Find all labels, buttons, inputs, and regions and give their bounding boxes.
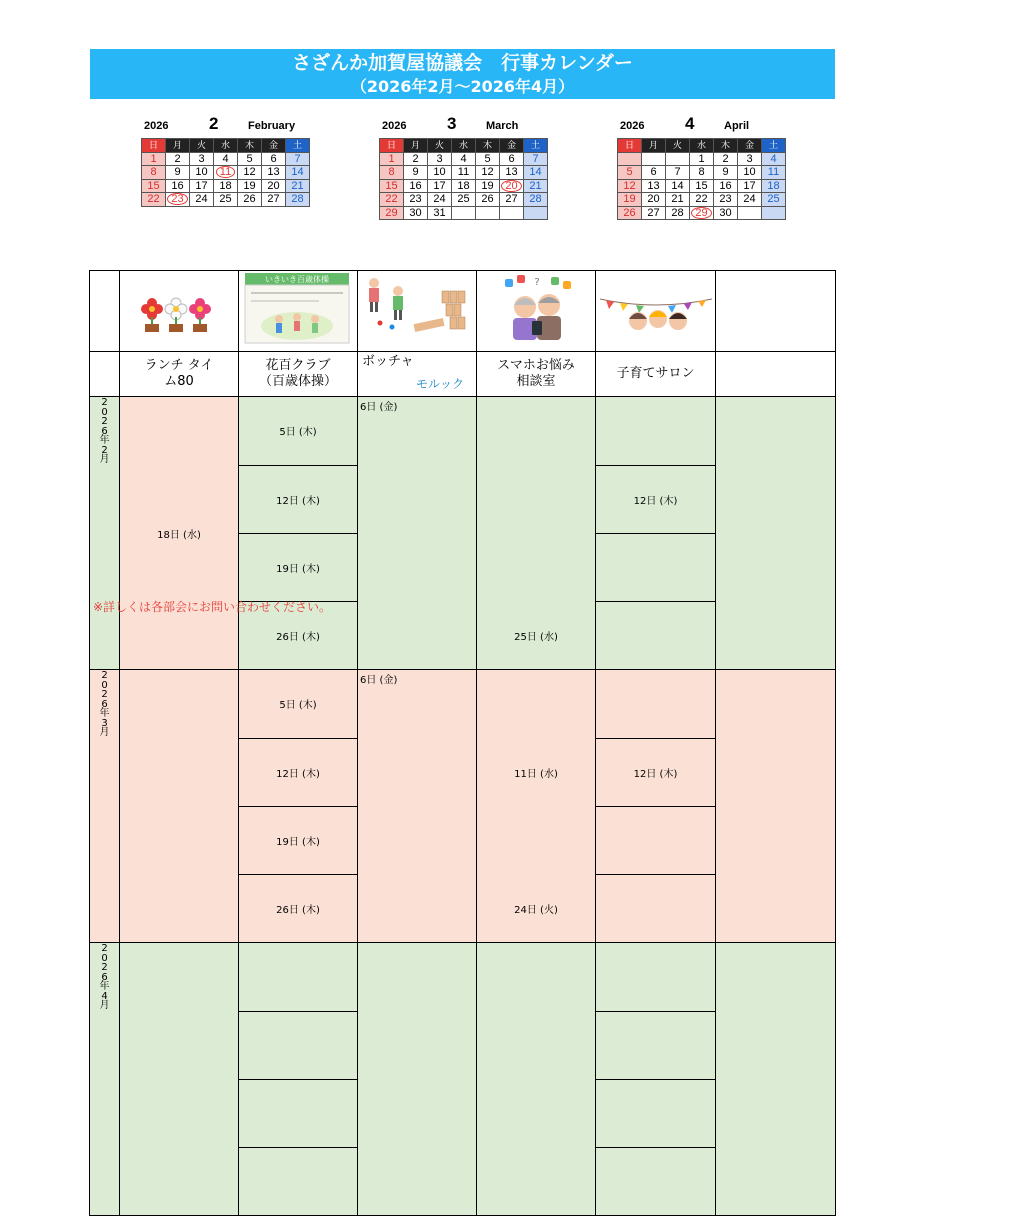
schedule-table: [89, 270, 836, 1216]
date-entry: 5日 (木): [239, 670, 357, 738]
activity-label: スマホお悩み 相談室: [497, 358, 575, 389]
calendar-day: 2: [404, 152, 428, 166]
feb-hyakusai-cell: [239, 397, 358, 670]
calendar-april: [616, 114, 786, 220]
calendar-day: 20: [262, 179, 286, 193]
apr-empty-cell: [716, 943, 836, 1216]
weekday-header: 火: [428, 139, 452, 153]
date-entry: 19日 (木): [239, 806, 357, 874]
calendar-day: 30: [404, 206, 428, 220]
boccia-players-icon: [358, 271, 477, 347]
date-entry: 19日 (木): [239, 533, 357, 601]
calendar-day: 8: [690, 166, 714, 180]
calendar-day: 9: [166, 166, 190, 180]
calendar-year: 2026: [144, 120, 169, 132]
calendar-month-name: April: [724, 120, 750, 132]
activity-lunch: [120, 352, 239, 397]
calendar-month: 3: [447, 114, 457, 133]
activity-label: 子育てサロン: [616, 366, 695, 381]
weekday-header: 金: [262, 139, 286, 153]
weekday-header: 月: [404, 139, 428, 153]
weekday-header: 火: [666, 139, 690, 153]
calendar-day: 13: [262, 166, 286, 180]
calendar-day: 17: [190, 179, 214, 193]
calendar-day: 15: [690, 179, 714, 193]
calendar-day: 26: [476, 193, 500, 207]
hyakusai-image-cell: [239, 271, 358, 352]
date-entry: 24日 (火): [514, 904, 558, 916]
calendar-day: 27: [262, 193, 286, 207]
activity-salon: [596, 352, 716, 397]
weekday-header: 木: [476, 139, 500, 153]
calendar-day: 10: [428, 166, 452, 180]
calendar-month: 4: [685, 114, 695, 133]
calendar-day: 29: [690, 206, 714, 220]
empty-image-cell: [716, 271, 836, 352]
date-entry: 25日 (水): [514, 631, 558, 643]
calendar-day: 12: [618, 179, 642, 193]
weekday-header: 木: [714, 139, 738, 153]
children-bunting-icon: [596, 271, 716, 347]
calendar-day: 21: [524, 179, 548, 193]
calendar-day: 17: [738, 179, 762, 193]
calendar-day: [500, 206, 524, 220]
feb-empty-cell: [716, 397, 836, 670]
calendar-day: 1: [142, 152, 166, 166]
calendar-day: 19: [618, 193, 642, 207]
weekday-header: 水: [690, 139, 714, 153]
calendar-day: 12: [238, 166, 262, 180]
calendar-day: 28: [286, 193, 310, 207]
calendar-day: 22: [142, 193, 166, 207]
calendar-day: 22: [690, 193, 714, 207]
calendar-day: 13: [642, 179, 666, 193]
calendar-day: 11: [214, 166, 238, 180]
mar-hyakusai-cell: [239, 670, 358, 943]
weekday-header: 金: [738, 139, 762, 153]
salon-image-cell: [596, 271, 716, 352]
seniors-smartphone-icon: [477, 271, 596, 347]
weekday-header: 火: [190, 139, 214, 153]
calendar-day: 10: [190, 166, 214, 180]
calendar-day: 4: [452, 152, 476, 166]
weekday-header: 水: [214, 139, 238, 153]
calendar-day: 27: [500, 193, 524, 207]
calendar-day: 1: [690, 152, 714, 166]
activity-label: ランチ タイム80: [144, 358, 214, 389]
mar-smartphone-cell: [477, 670, 596, 943]
mar-salon-cell: [596, 670, 716, 943]
calendar-day: 7: [666, 166, 690, 180]
calendar-day: 18: [452, 179, 476, 193]
calendar-day: 28: [666, 206, 690, 220]
apr-salon-cell: [596, 943, 716, 1216]
calendar-day: 15: [142, 179, 166, 193]
calendar-day: 14: [286, 166, 310, 180]
calendar-day: 8: [142, 166, 166, 180]
activity-label-molkky: モルック: [415, 377, 464, 391]
apr-hyakusai-cell: [239, 943, 358, 1216]
weekday-header: 土: [762, 139, 786, 153]
activity-label: ボッチャ: [362, 354, 414, 369]
mar-lunch-cell: [120, 670, 239, 943]
date-entry: 11日 (水): [514, 768, 558, 780]
calendar-day: 14: [524, 166, 548, 180]
calendar-day: [762, 206, 786, 220]
activity-label: 花百クラブ （百歳体操）: [258, 358, 337, 389]
feb-lunch-cell: 18日 (水): [120, 397, 239, 670]
calendar-day: 18: [214, 179, 238, 193]
calendar-day: 9: [714, 166, 738, 180]
weekday-header: 土: [524, 139, 548, 153]
calendar-month-name: February: [248, 120, 296, 132]
calendar-february: [140, 114, 310, 207]
calendar-day: [642, 152, 666, 166]
boccia-image-cell: [358, 271, 477, 352]
date-entry: 12日 (木): [596, 465, 715, 533]
calendar-day: 16: [714, 179, 738, 193]
activity-boccia: [358, 352, 477, 397]
exercise-poster-icon: [239, 271, 358, 347]
calendar-day: 2: [166, 152, 190, 166]
corner-cell: [90, 352, 120, 397]
calendar-day: 22: [380, 193, 404, 207]
apr-lunch-cell: [120, 943, 239, 1216]
calendar-grid: [379, 138, 548, 220]
calendar-day: 16: [404, 179, 428, 193]
calendar-day: 5: [476, 152, 500, 166]
calendar-day: 24: [428, 193, 452, 207]
calendar-day: 15: [380, 179, 404, 193]
mar-empty-cell: [716, 670, 836, 943]
calendar-day: 3: [738, 152, 762, 166]
footer-note: ※詳しくは各部会にお問い合わせください。: [93, 600, 332, 614]
calendar-day: 6: [262, 152, 286, 166]
activity-hyakusai: [239, 352, 358, 397]
page-title: さざんか加賀屋協議会 行事カレンダー: [292, 52, 633, 74]
calendar-day: 19: [238, 179, 262, 193]
month-label-feb: 2 0 2 6 年 2 月: [90, 397, 120, 670]
calendar-day: 25: [452, 193, 476, 207]
calendar-day: [666, 152, 690, 166]
date-entry: 26日 (木): [276, 631, 320, 643]
page-subtitle: （2026年2月～2026年4月）: [350, 77, 575, 96]
calendar-day: 12: [476, 166, 500, 180]
date-entry: 26日 (木): [276, 904, 320, 916]
calendar-day: 4: [762, 152, 786, 166]
mar-boccia-cell: 6日 (金): [358, 670, 477, 943]
flowers-icon: [120, 271, 239, 347]
feb-smartphone-cell: [477, 397, 596, 670]
calendar-day: 2: [714, 152, 738, 166]
calendar-day: 24: [738, 193, 762, 207]
month-label-apr: 2 0 2 6 年 4 月: [90, 943, 120, 1216]
calendar-day: 5: [238, 152, 262, 166]
calendar-day: 7: [286, 152, 310, 166]
calendar-day: [524, 206, 548, 220]
month-label-mar: 2 0 2 6 年 3 月: [90, 670, 120, 943]
svg-text:?: ?: [534, 277, 540, 288]
calendar-day: 13: [500, 166, 524, 180]
calendar-march: [378, 114, 548, 220]
corner-cell: [90, 271, 120, 352]
apr-boccia-cell: [358, 943, 477, 1216]
weekday-header: 月: [166, 139, 190, 153]
calendar-day: [738, 206, 762, 220]
calendar-day: 10: [738, 166, 762, 180]
weekday-header: 月: [642, 139, 666, 153]
weekday-header: 日: [142, 139, 166, 153]
calendar-month-name: March: [486, 120, 519, 132]
calendar-day: 23: [714, 193, 738, 207]
date-entry: 5日 (木): [239, 397, 357, 465]
calendar-day: 7: [524, 152, 548, 166]
calendar-day: 18: [762, 179, 786, 193]
calendar-day: 1: [380, 152, 404, 166]
weekday-header: 土: [286, 139, 310, 153]
calendar-year: 2026: [382, 120, 407, 132]
calendar-day: 8: [380, 166, 404, 180]
calendar-day: 9: [404, 166, 428, 180]
calendar-grid: [141, 138, 310, 207]
calendar-day: 28: [524, 193, 548, 207]
poster-title: いきいき百歳体操: [265, 275, 329, 284]
calendar-day: 21: [666, 193, 690, 207]
calendar-day: 17: [428, 179, 452, 193]
calendar-day: 3: [428, 152, 452, 166]
weekday-header: 木: [238, 139, 262, 153]
title-banner: [90, 49, 835, 99]
calendar-day: 27: [642, 206, 666, 220]
feb-salon-cell: [596, 397, 716, 670]
activity-smartphone: [477, 352, 596, 397]
smartphone-image-cell: [477, 271, 596, 352]
calendar-day: 21: [286, 179, 310, 193]
calendar-day: 23: [404, 193, 428, 207]
calendar-day: 5: [618, 166, 642, 180]
calendar-day: 14: [666, 179, 690, 193]
calendar-day: 25: [762, 193, 786, 207]
calendar-day: 25: [214, 193, 238, 207]
weekday-header: 金: [500, 139, 524, 153]
calendar-day: [452, 206, 476, 220]
calendar-day: 11: [452, 166, 476, 180]
calendar-day: 6: [642, 166, 666, 180]
calendar-month: 2: [209, 114, 219, 133]
calendar-day: 23: [166, 193, 190, 207]
apr-smartphone-cell: [477, 943, 596, 1216]
lunch-image-cell: [120, 271, 239, 352]
weekday-header: 水: [452, 139, 476, 153]
weekday-header: 日: [380, 139, 404, 153]
calendar-day: 11: [762, 166, 786, 180]
calendar-day: 16: [166, 179, 190, 193]
calendar-day: [618, 152, 642, 166]
feb-boccia-cell: 6日 (金): [358, 397, 477, 670]
calendar-day: [476, 206, 500, 220]
date-entry: 12日 (木): [239, 465, 357, 533]
weekday-header: 日: [618, 139, 642, 153]
calendar-day: 26: [618, 206, 642, 220]
calendar-day: 24: [190, 193, 214, 207]
activity-empty: [716, 352, 836, 397]
calendar-day: 20: [642, 193, 666, 207]
calendar-day: 3: [190, 152, 214, 166]
date-entry: 12日 (木): [239, 738, 357, 806]
calendar-day: 30: [714, 206, 738, 220]
calendar-grid: [617, 138, 786, 220]
date-entry: 12日 (木): [596, 738, 715, 806]
calendar-day: 19: [476, 179, 500, 193]
calendar-day: 20: [500, 179, 524, 193]
calendar-day: 29: [380, 206, 404, 220]
calendar-year: 2026: [620, 120, 645, 132]
calendar-day: 6: [500, 152, 524, 166]
calendar-day: 26: [238, 193, 262, 207]
calendar-day: 4: [214, 152, 238, 166]
calendar-day: 31: [428, 206, 452, 220]
